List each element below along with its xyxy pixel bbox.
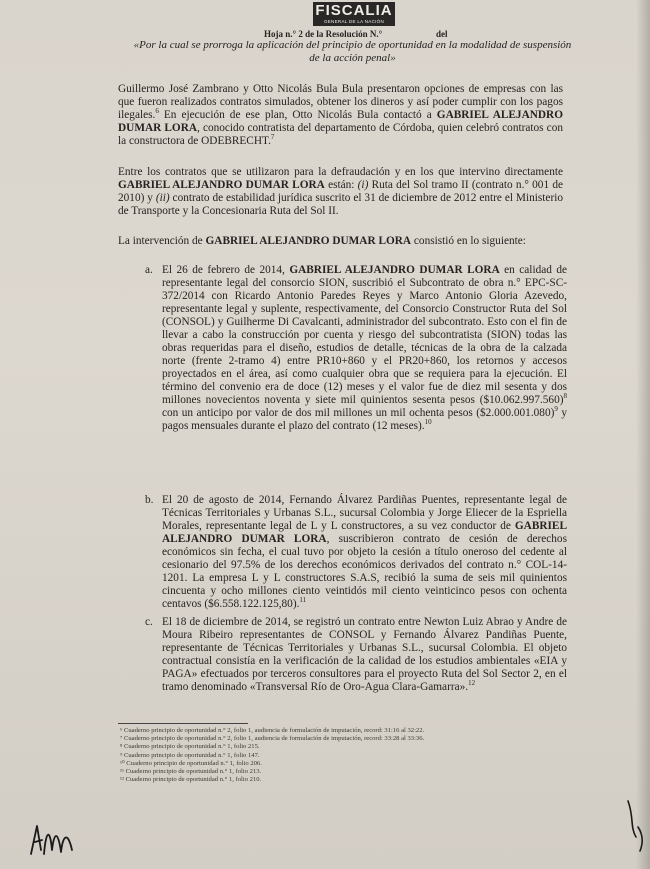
p1-text-1: Guillermo José Zambrano y Otto Nicolás Bula Bula presentaron opciones de empresas con las que fueron realizados contratos simulados, obtener los dineros y así poder cumplir con los pagos ilegales. bbox=[118, 83, 563, 121]
p2-text-4: contrato de estabilidad jurídica suscrito el 31 de diciembre de 2012 entre el Ministerio de Transporte y la Concesionaria Ruta del Sol II. bbox=[118, 192, 563, 217]
footnotes bbox=[120, 727, 550, 784]
resolution-page-number: Hoja n.° 2 de la Resolución N.° bbox=[264, 29, 383, 39]
footnote-8: ⁸ Cuaderno principio de oportunidad n.° 1, folio 215. bbox=[120, 743, 260, 751]
footnote-7: ⁷ Cuaderno principio de oportunidad n.° 2, folio 1, audiencia de formulación de imputación, record: 33:28 al 33:36. bbox=[120, 735, 425, 743]
p3-person-name: GABRIEL ALEJANDRO DUMAR LORA bbox=[205, 235, 412, 247]
footnote-11: ¹¹ Cuaderno principio de oportunidad n.° 1, folio 213. bbox=[120, 768, 262, 776]
paragraph-1 bbox=[118, 83, 563, 148]
item-c-text-1: El 18 de diciembre de 2014, se registró un contrato entre Newton Luiz Abrao y Andre de Moura Ribeiro representantes de CONSOL y Fernando Álvarez Pandiñas Puente, representante de Técnicas Territoriales y Urbanas S.L., sucursal Colombia. El objeto contractual consistía en la verificación de la calidad de los estudios ambientales «EIA y PAGA» efectuados por terceros consultores para el proyecto Ruta del Sol Sector 2, en el tramo denominado «Transversal Río de Oro-Agua Clara-Gamarra». bbox=[162, 616, 567, 693]
footnote-ref-6: 6 bbox=[155, 107, 159, 116]
item-a-text-2: en calidad de representante legal del consorcio SION, suscribió el Subcontrato de obra n.° EPC-SC-372/2014 con Ricardo Antonio Paredes Reyes y Marco Antonio Gloria Azevedo, representante legal y suplente, respectivamente, del Consorcio Constructor Ruta del Sol (CONSOL) y Guilherme Di Cavalcanti, administrador del subcontrato. Esto con el fin de llevar a cabo la construcción por cuenta y riesgo del subcontratista (SION) todas las obras requeridas para el diseño, estudios de detalle, técnicas de la obra de la calzada norte (frente 2-tramo 4) entre PR10+860 y el PR20+860, los retornos y accesos proyectados en el área, así como cualquier obra que se requiera para la ejecución. El término del convenio era de doce (12) meses y el valor fue de diez mil sesenta y dos millones novecientos noventa y siete mil quinientos sesenta pesos ($10.062.997.560) bbox=[162, 264, 567, 406]
resolution-date-label: del bbox=[436, 29, 448, 39]
p2-roman-ii: (ii) bbox=[155, 192, 170, 204]
p2-person-name: GABRIEL ALEJANDRO DUMAR LORA bbox=[118, 179, 325, 191]
resolution-subtitle: «Por la cual se prorroga la aplicación del principio de oportunidad en la modalidad de suspensión de la acción penal» bbox=[133, 39, 572, 64]
footnote-9: ⁹ Cuaderno principio de oportunidad n.° 1, folio 147. bbox=[120, 751, 260, 759]
item-b-letter: b. bbox=[145, 494, 154, 506]
paragraph-2 bbox=[118, 166, 563, 218]
logo-main-text: FISCALIA bbox=[315, 2, 393, 19]
item-a-text-1: El 26 de febrero de 2014, bbox=[162, 264, 290, 276]
footnote-ref-7: 7 bbox=[270, 133, 275, 142]
item-a-text-3: con un anticipo por valor de dos mil millones un mil ochenta pesos ($2.000.001.080) bbox=[162, 407, 555, 419]
item-b-person-name: GABRIEL ALEJANDRO DUMAR LORA bbox=[162, 520, 567, 545]
paragraph-3 bbox=[118, 235, 563, 248]
footnote-divider bbox=[118, 723, 248, 724]
footnote-ref-12: 12 bbox=[468, 679, 476, 688]
p2-text-3: Ruta del Sol tramo II (contrato n.° 001 de 2010) y bbox=[118, 179, 564, 204]
p3-text-1: La intervención de bbox=[118, 235, 206, 247]
footnote-ref-10: 10 bbox=[424, 418, 432, 427]
p2-text-1: Entre los contratos que se utilizaron para la defraudación y en los que intervino directamente bbox=[118, 166, 563, 178]
p3-text-2: consistió en lo siguiente: bbox=[411, 235, 526, 247]
p1-text-3: , conocido contratista del departamento de Córdoba, quien celebró contratos con la constructora de ODEBRECHT. bbox=[118, 122, 563, 147]
p2-roman-i: (i) bbox=[357, 179, 369, 191]
item-c-text bbox=[162, 616, 567, 694]
p1-text-2: En ejecución de ese plan, Otto Nicolás Bula contactó a bbox=[158, 109, 437, 121]
item-a-letter: a. bbox=[145, 264, 153, 276]
p1-person-name: GABRIEL ALEJANDRO DUMAR LORA bbox=[118, 109, 564, 134]
item-a-person-name: GABRIEL ALEJANDRO DUMAR LORA bbox=[289, 264, 500, 276]
handwritten-initials bbox=[28, 820, 78, 858]
footnote-ref-9: 9 bbox=[554, 405, 558, 414]
item-a-text-4: y pagos mensuales durante el plazo del contrato (12 meses). bbox=[162, 407, 567, 432]
footnote-6: ⁶ Cuaderno principio de oportunidad n.° 2, folio 1, audiencia de formulación de imputación, record: 31:16 al 32:22. bbox=[120, 727, 425, 734]
footnote-ref-11: 11 bbox=[299, 596, 307, 605]
logo-sub-text: GENERAL DE LA NACIÓN bbox=[323, 19, 385, 24]
item-b-text-1: El 20 de agosto de 2014, Fernando Álvarez Pardiñas Puentes, representante legal de Técnicas Territoriales y Urbanas S.L., sucursal Colombia y Jorge Eliecer de la Espriella Morales, representante legal de L y L constructores, a su vez conductor de bbox=[162, 494, 567, 532]
footnote-ref-8: 8 bbox=[563, 392, 567, 401]
footnote-12: ¹² Cuaderno principio de oportunidad n.° 1, folio 210. bbox=[120, 776, 262, 784]
p2-text-2: están: bbox=[324, 179, 358, 191]
item-a-text bbox=[162, 264, 567, 433]
fiscalia-logo bbox=[313, 2, 395, 26]
item-c-letter: c. bbox=[145, 616, 153, 628]
item-b-text bbox=[162, 494, 567, 611]
page-edge-shadow bbox=[636, 0, 650, 869]
footnote-10: ¹⁰ Cuaderno principio de oportunidad n.° 1, folio 206. bbox=[120, 759, 262, 767]
item-b-text-2: , suscribieron contrato de cesión de derechos económicos sin fecha, el cual tuvo por objeto la cesión a título oneroso del cedente al cesionario del 97.5% de los derechos económicos derivados del contrato n.° COL-14-1201. La empresa L y L constructores S.A.S, recibió la suma de seis mil quinientos cincuenta y ocho millones ciento veintidós mil ciento veinticinco pesos con ochenta centavos ($6.558.122.125,80). bbox=[162, 533, 567, 610]
